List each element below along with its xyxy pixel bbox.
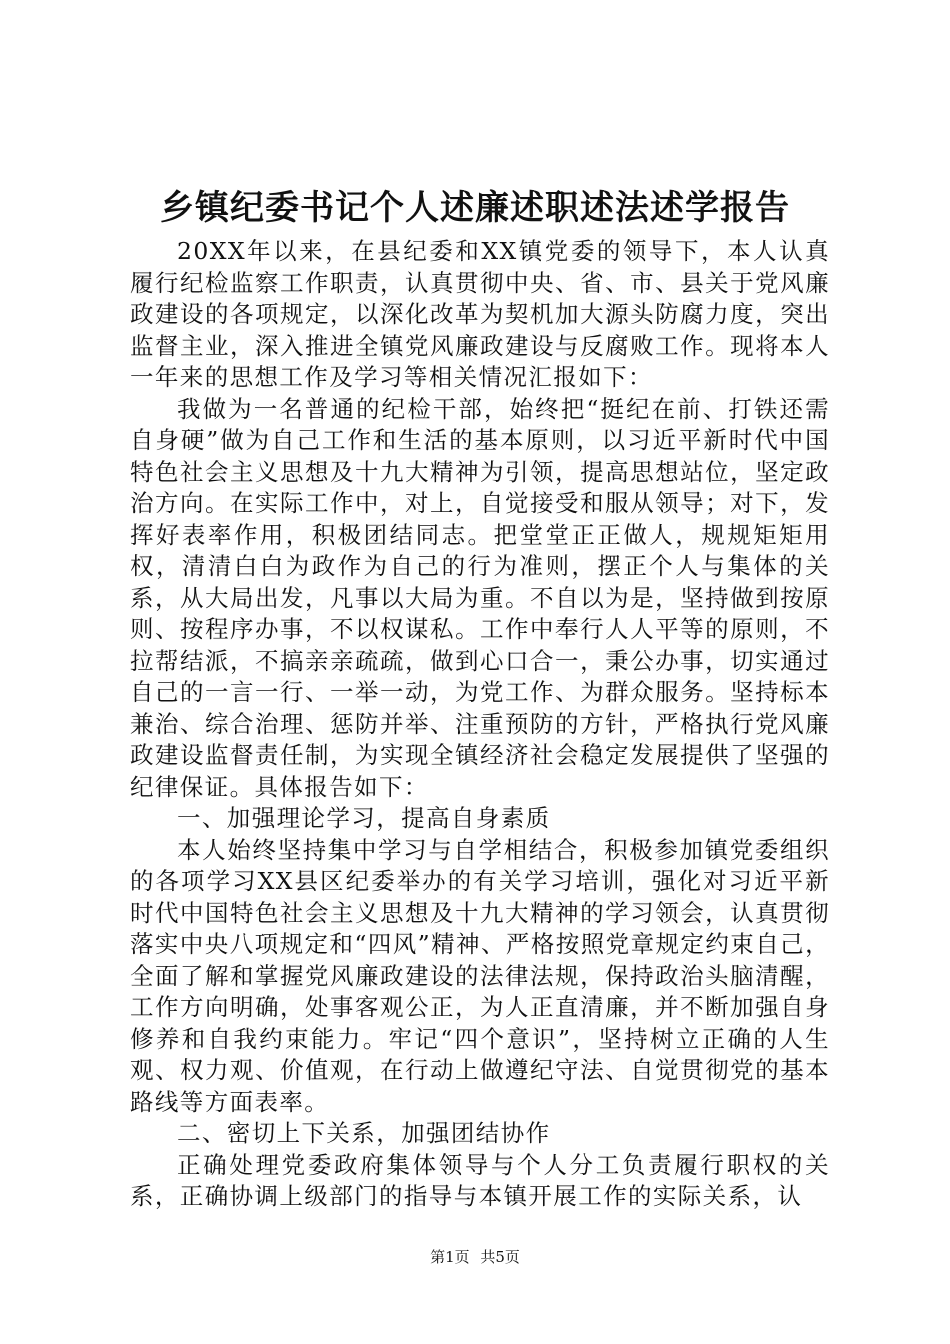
paragraph-principles: 我做为一名普通的纪检干部，始终把“挺纪在前、打铁还需自身硬”做为自己工作和生活的基本原则，以习近平新时代中国特色社会主义思想及十九大精神为引领，提高思想站位，坚定政治方向。在实际工作中，对上，自觉接受和服从领导；对下，发挥好表率作用，积极团结同志。把堂堂正正做人，规规矩矩用权，清清白白为政作为自己的行为准则，摆正个人与集体的关系，从大局出发，凡事以大局为重。不自以为是，坚持做到按原则、按程序办事，不以权谋私。工作中奉行人人平等的原则，不拉帮结派，不搞亲亲疏疏，做到心口合一，秉公办事，切实通过自己的一言一行、一举一动，为党工作、为群众服务。坚持标本兼治、综合治理、惩防并举、注重预防的方针，严格执行党风廉政建设监督责任制，为实现全镇经济社会稳定发展提供了坚强的纪律保证。具体报告如下： — [130, 394, 830, 801]
paragraph-study: 本人始终坚持集中学习与自学相结合，积极参加镇党委组织的各项学习XX县区纪委举办的有关学习培训，强化对习近平新时代中国特色社会主义思想及十九大精神的学习领会，认真贯彻落实中央八项规定和“四风”精神、严格按照党章规定约束自己，全面了解和掌握党风廉政建设的法律法规，保持政治头脑清醒，工作方向明确，处事客观公正，为人正直清廉，并不断加强自身修养和自我约束能力。牢记“四个意识”，坚持树立正确的人生观、权力观、价值观，在行动上做遵纪守法、自觉贯彻党的基本路线等方面表率。 — [130, 835, 830, 1116]
section-heading-2: 二、密切上下关系，加强团结协作 — [177, 1119, 551, 1147]
page-number: 第1页 — [430, 1248, 470, 1266]
section-heading-1: 一、加强理论学习，提高自身素质 — [177, 804, 551, 832]
page-total: 共5页 — [480, 1248, 520, 1266]
page-footer — [0, 1247, 950, 1267]
document-title: 乡镇纪委书记个人述廉述职述法述学报告 — [160, 188, 790, 228]
paragraph-relations: 正确处理党委政府集体领导与个人分工负责履行职权的关系，正确协调上级部门的指导与本镇开展工作的实际关系，认 — [130, 1150, 830, 1210]
document-body — [130, 236, 830, 1213]
paragraph-intro: 20XX年以来，在县纪委和XX镇党委的领导下，本人认真履行纪检监察工作职责，认真贯彻中央、省、市、县关于党风廉政建设的各项规定，以深化改革为契机加大源头防腐力度，突出监督主业，深入推进全镇党风廉政建设与反腐败工作。现将本人一年来的思想工作及学习等相关情况汇报如下： — [130, 237, 830, 391]
